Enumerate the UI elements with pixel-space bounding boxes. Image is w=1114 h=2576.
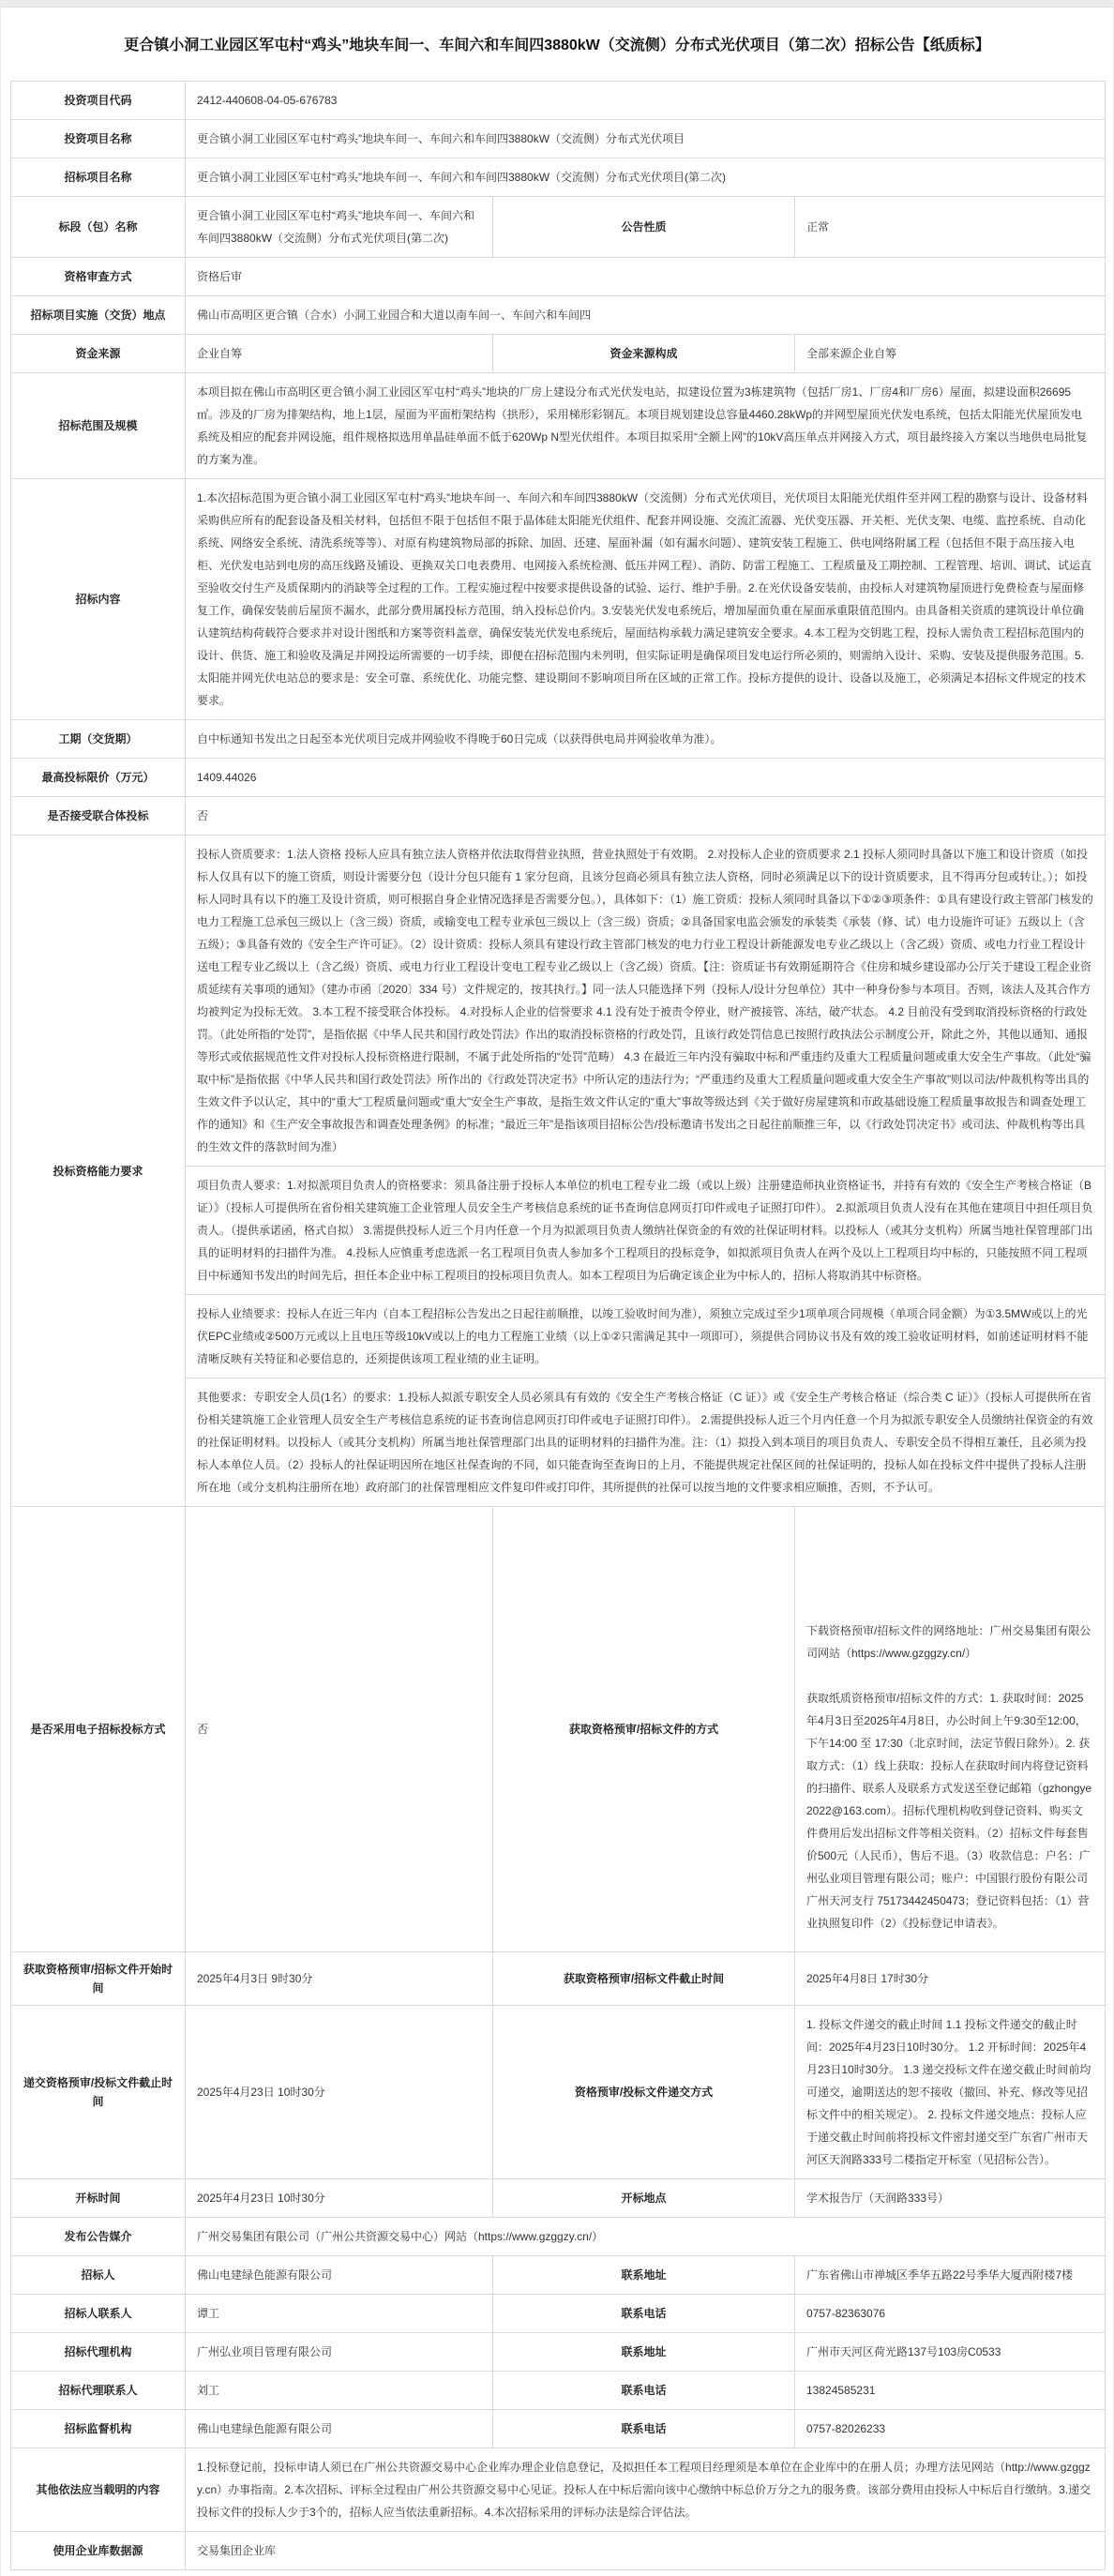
consortium-label: 是否接受联合体投标 (11, 797, 186, 836)
price-limit-value: 1409.44026 (186, 759, 1106, 797)
row-invest-code (11, 82, 1106, 120)
qualification-part3: 投标人业绩要求：投标人在近三年内（自本工程招标公告发出之日起往前顺推，以竣工验收时间为准），须独立完成过至少1项单项合同规模（单项合同金额）为①3.5MW或以上的光伏EPC业绩或②500万元或以上且电压等级10kV或以上的电力工程施工业绩（以上①②只需满足其中一项即可），须提供合同协议书及有效的竣工验收证明材料，如前述证明材料不能清晰反映有关特征和必要信息的，还须提供该项工程业绩的业主证明。 (186, 1295, 1106, 1378)
page-title: 更合镇小洞工业园区军屯村“鸡头”地块车间一、车间六和车间四3880kW（交流侧）分布式光伏项目（第二次）招标公告【纸质标】 (124, 38, 990, 53)
supervisor-phone-value: 0757-82026233 (795, 2410, 1106, 2448)
row-consortium (11, 797, 1106, 836)
agency-contact-label: 招标代理联系人 (11, 2372, 186, 2410)
opening-place-label: 开标地点 (493, 2179, 795, 2218)
content-value: 1.本次招标范围为更合镇小洞工业园区军屯村“鸡头”地块车间一、车间六和车间四3880kW（交流侧）分布式光伏项目，光伏项目太阳能光伏组件至并网工程的勘察与设计、设备材料采购供应所有的配套设备及相关材料，包括但不限于包括但不限于晶体硅太阳能光伏组件、配套并网设施、交流汇流器、光伏变压器、开关柜、光伏支架、电缆、监控系统、自动化系统、网络安全系统、清洗系统等等）、对原有构建筑物局部的拆除、加固、还建、屋面补漏（如有漏水问题）、建筑安装工程施工、供电网络附属工程（包括但不限于高压接入电柜、光伏发电站到电房的高压线路及铺设、更换双关口电表费用、电网接入系统检测、低压并网工程）、消防、防雷工程施工、工程质量及工期控制、工程管理、培训、调试、试运直至验收交付生产及质保期内的消缺等全过程的工作。工程实施过程中按要求提供设备的试验、运行、维护手册。2.在光伏设备安装前，由投标人对建筑物屋顶进行免费检查与屋面修复工作，确保安装前后屋顶不漏水，此部分费用属投标方范围，纳入投标总价内。3.安装光伏发电系统后，增加屋面负重在屋面承重限值范围内。由具备相关资质的建筑设计单位确认建筑结构荷载符合要求并对设计图纸和方案等资料盖章，确保安装光伏发电系统后，屋面结构承载力满足建筑安全要求。4.本工程为交钥匙工程，投标人需负责工程招标范围内的设计、供货、施工和验收及满足并网投运所需要的一切手续，即便在招标范围内未列明，但实际证明是确保项目发电运行所必须的，则需纳入设计、采购、安装及提供服务范围。5.太阳能并网光伏电站总的要求是：安全可靠、系统优化、功能完整、建设期间不影响项目所在区域的正常工作。投标方提供的设计、设备以及施工，必须满足本招标文件规定的技术要求。 (186, 479, 1106, 720)
agency-value: 广州弘业项目管理有限公司 (186, 2333, 493, 2372)
row-section-name (11, 197, 1106, 258)
agency-label: 招标代理机构 (11, 2333, 186, 2372)
media-value: 广州交易集团有限公司（广州公共资源交易中心）网站（https://www.gzggzy.cn/） (186, 2218, 1106, 2256)
submit-deadline-label: 递交资格预审/投标文件截止时间 (11, 2006, 186, 2179)
page-bottom-spacer (1, 2570, 1113, 2576)
obtain-start-value: 2025年4月3日 9时30分 (186, 1952, 493, 2006)
supervisor-value: 佛山电建绿色能源有限公司 (186, 2410, 493, 2448)
submit-method-label: 资格预审/投标文件递交方式 (493, 2006, 795, 2179)
fund-source-label: 资金来源 (11, 335, 186, 373)
submit-deadline-value: 2025年4月23日 10时30分 (186, 2006, 493, 2179)
obtain-method-paper: 获取纸质资格预审/招标文件的方式：1. 获取时间：2025年4月3日至2025年4月8日，办公时间上午9:30至12:00，下午14:00 至 17:30（北京时间，法定节假日除外）。2. 获取方式：（1）线上获取：投标人在获取时间内将登记资料的扫描件、联系人及联系方式发送至登记邮箱（gzhongye2022@163.com）。招标代理机构收到登记资料、购买文件费用后发出招标文件等相关资料。（2）招标文件每套售价500元（人民币），售后不退。（3）收款信息：户名：广州弘业项目管理有限公司；账户：中国银行股份有限公司广州天河支行 75173442450473；登记资料包括：（1）营业执照复印件（2）《投标登记申请表》。 (806, 1692, 1092, 1930)
row-price-limit (11, 759, 1106, 797)
duration-value: 自中标通知书发出之日起至本光伏项目完成并网验收不得晚于60日完成（以获得供电局并网验收单为准）。 (186, 720, 1106, 759)
content-label: 招标内容 (11, 479, 186, 720)
row-tender-name (11, 158, 1106, 197)
row-tenderer-contact (11, 2295, 1106, 2333)
electronic-label: 是否采用电子招标投标方式 (11, 1507, 186, 1952)
row-media (11, 2218, 1106, 2256)
agency-contact-value: 刘工 (186, 2372, 493, 2410)
row-supervisor (11, 2410, 1106, 2448)
supervisor-label: 招标监督机构 (11, 2410, 186, 2448)
notice-nature-value: 正常 (795, 197, 1106, 258)
row-electronic-obtain (11, 1507, 1106, 1952)
tenderer-addr-label: 联系地址 (493, 2256, 795, 2295)
row-submit (11, 2006, 1106, 2179)
qualification-label: 投标资格能力要求 (11, 836, 186, 1507)
agency-addr-value: 广州市天河区荷光路137号103房C0533 (795, 2333, 1106, 2372)
submit-method-value: 1. 投标文件递交的截止时间 1.1 投标文件递交的截止时间：2025年4月23日10时30分。 1.2 开标时间：2025年4月23日10时30分。 1.3 递交投标文件在递交截止时间前均可递交，逾期送达的恕不接收（撤回、补充、修改等见招标文件中的相关规定）。 2. 投标文件递交地点：投标人应于递交截止时间前将投标文件密封递交至广东省广州市天河区天润路333号二楼指定开标室（见招标公告）。 (795, 2006, 1106, 2179)
tender-name-label: 招标项目名称 (11, 158, 186, 197)
electronic-value: 否 (186, 1507, 493, 1952)
row-agency (11, 2333, 1106, 2372)
row-qual-review (11, 258, 1106, 296)
qualification-part4: 其他要求：专职安全人员(1名）的要求：1.投标人拟派专职安全人员必须具有有效的《安全生产考核合格证（C 证）》或《安全生产考核合格证（综合类 C 证）》（投标人可提供所在省份相关建筑施工企业管理人员安全生产考核信息系统的证书查询信息网页打印件或电子证照打印件）。 2.需提供投标人近三个月内任意一个月为拟派专职安全人员缴纳社保资金的有效的社保证明材料。以投标人（或其分支机构）所属当地社保管理部门出具的证明材料的扫描件为准。注：（1）拟投入到本项目的项目负责人、专职安全员不得相互兼任，且必须为投标人本单位人员。（2）投标人的社保证明因所在地区社保查询的不同，如只能查询至查询日的上月，不能提供规定社保区间的社保证明的，投标人如在投标文件中提供了投标人注册所在地（或分支机构注册所在地）政府部门的社保管理相应文件复印件或打印件，其所提供的社保可以按当地的文件要求相应顺推，否则，不予认可。 (186, 1378, 1106, 1507)
row-invest-name (11, 120, 1106, 158)
row-agency-contact (11, 2372, 1106, 2410)
tender-name-value: 更合镇小洞工业园区军屯村“鸡头”地块车间一、车间六和车间四3880kW（交流侧）分布式光伏项目(第二次) (186, 158, 1106, 197)
fund-comp-value: 全部来源企业自筹 (795, 335, 1106, 373)
agency-addr-label: 联系地址 (493, 2333, 795, 2372)
row-obtain-time (11, 1952, 1106, 2006)
section-name-label: 标段（包）名称 (11, 197, 186, 258)
duration-label: 工期（交货期） (11, 720, 186, 759)
scope-label: 招标范围及规模 (11, 373, 186, 479)
row-opening (11, 2179, 1106, 2218)
opening-time-value: 2025年4月23日 10时30分 (186, 2179, 493, 2218)
row-other (11, 2448, 1106, 2532)
row-qualification-1 (11, 836, 1106, 1167)
row-location (11, 296, 1106, 335)
qual-review-label: 资格审查方式 (11, 258, 186, 296)
location-value: 佛山市高明区更合镇（合水）小洞工业园合和大道以南车间一、车间六和车间四 (186, 296, 1106, 335)
invest-name-label: 投资项目名称 (11, 120, 186, 158)
tenderer-label: 招标人 (11, 2256, 186, 2295)
announcement-table (10, 81, 1106, 2570)
section-name-value: 更合镇小洞工业园区军屯村“鸡头”地块车间一、车间六和车间四3880kW（交流侧）分布式光伏项目(第二次) (186, 197, 493, 258)
opening-time-label: 开标时间 (11, 2179, 186, 2218)
agency-phone-value: 13824585231 (795, 2372, 1106, 2410)
obtain-method-value (795, 1507, 1106, 1952)
tenderer-contact-label: 招标人联系人 (11, 2295, 186, 2333)
price-limit-label: 最高投标限价（万元） (11, 759, 186, 797)
database-label: 使用企业库数据源 (11, 2532, 186, 2570)
consortium-value: 否 (186, 797, 1106, 836)
notice-nature-label: 公告性质 (493, 197, 795, 258)
location-label: 招标项目实施（交货）地点 (11, 296, 186, 335)
supervisor-phone-label: 联系电话 (493, 2410, 795, 2448)
row-tenderer (11, 2256, 1106, 2295)
obtain-method-label: 获取资格预审/招标文件的方式 (493, 1507, 795, 1952)
tenderer-addr-value: 广东省佛山市禅城区季华五路22号季华大厦西附楼7楼 (795, 2256, 1106, 2295)
obtain-end-value: 2025年4月8日 17时30分 (795, 1952, 1106, 2006)
scope-value: 本项目拟在佛山市高明区更合镇小洞工业园区军屯村“鸡头”地块的厂房上建设分布式光伏发电站，拟建设位置为3栋建筑物（包括厂房1、厂房4和厂房6）屋面，拟建设面积26695㎡。涉及的厂房为排架结构，地上1层，屋面为平面桁架结构（拱形），采用梯形彩钢瓦。本项目规划建设总容量4460.28kWp的并网型屋顶光伏发电系统，包括太阳能光伏屋顶发电系统及相应的配套并网设施，组件规格拟选用单晶硅单面不低于620Wp N型光伏组件。本项目拟采用“全额上网”的10kV高压单点并网接入方式，项目最终接入方案以当地供电局批复的方案为准。 (186, 373, 1106, 479)
invest-code-label: 投资项目代码 (11, 82, 186, 120)
page-top-strip (1, 0, 1113, 8)
other-label: 其他依法应当载明的内容 (11, 2448, 186, 2532)
fund-source-value: 企业自筹 (186, 335, 493, 373)
row-fund (11, 335, 1106, 373)
obtain-method-url: 下载资格预审/招标文件的网络地址：广州交易集团有限公司网站（https://www.gzggzy.cn/） (806, 1624, 1091, 1660)
qualification-part1: 投标人资质要求：1.法人资格 投标人应具有独立法人资格并依法取得营业执照，营业执照处于有效期。 2.对投标人企业的资质要求 2.1 投标人须同时具备以下施工和设计资质（如投标人仅具有以下的施工资质，则设计需要分包（设计分包只能有 1 家分包商，且该分包商必须具有独立法人资格，同时必须满足以下的设计资质要求，且不得再分包或转让。）；如投标人同时具有以下的施工及设计资质，则可根据自身企业情况选择是否需要分包。），具体如下：（1）施工资质：投标人须同时具备以下①②③项条件：①具有建设行政主管部门核发的电力工程施工总承包三级以上（含三级）资质，或输变电工程专业承包三级以上（含三级）资质；②具备国家电监会颁发的承装类《承装（修、试）电力设施许可证》五级以上（含五级）；③具备有效的《安全生产许可证》。（2）设计资质：投标人须具有建设行政主管部门核发的电力行业工程设计新能源发电专业乙级以上（含乙级）资质、或电力行业工程设计送电工程专业乙级以上（含乙级）资质、或电力行业工程设计变电工程专业乙级以上（含乙级）资质。【注：资质证书有效期延期符合《住房和城乡建设部办公厅关于建设工程企业资质延续有关事项的通知》（建办市函〔2020〕334 号）文件规定的，按其执行。】同一法人只能选择下列（投标人/设计分包单位）其中一种身份参与本项目。否则，该法人及其合作方均被判定为投标无效。 3.本工程不接受联合体投标。 4.对投标人企业的信誉要求 4.1 没有处于被责令停业，财产被接管、冻结，破产状态。 4.2 目前没有受到取消投标资格的行政处罚。（此处所指的“处罚”，是指依据《中华人民共和国行政处罚法》作出的取消投标资格的行政处罚，且该行政处罚信息已按照行政执法公示制度公开，除此之外，其他以通知、通报等形式或依据规范性文件对投标人投标资格进行限制，不属于此处所指的“处罚”范畴） 4.3 在最近三年内没有骗取中标和严重违约及重大工程质量问题或重大安全生产事故。（此处“骗取中标”是指依据《中华人民共和国行政处罚法》所作出的《行政处罚决定书》中所认定的违法行为；“严重违约及重大工程质量问题或重大安全生产事故”则以司法/仲裁机构等出具的生效文件予以认定，其中的“重大”工程质量问题或“重大”安全生产事故，是指生效文件认定的“重大”事故等级达到《关于做好房屋建筑和市政基础设施工程质量事故报告和调查处理工作的通知》和《生产安全事故报告和调查处理条例》的标准；“最近三年”是指该项目招标公告/投标邀请书发出之日起往前顺推三年，以《行政处罚决定书》或司法、仲裁机构等出具的生效文件的落款时间为准） (186, 836, 1106, 1167)
qualification-part2: 项目负责人要求：1.对拟派项目负责人的资格要求：须具备注册于投标人本单位的机电工程专业二级（或以上级）注册建造师执业资格证书，并持有有效的《安全生产考核合格证（B证）》（投标人可提供所在省份相关建筑施工企业管理人员安全生产考核信息系统的证书查询信息网页打印件或电子证照打印件）。 2.拟派项目负责人没有在其他在建项目中担任项目负责人。（提供承诺函，格式自拟） 3.需提供投标人近三个月内任意一个月为拟派项目负责人缴纳社保资金的有效的社保证明材料。以投标人（或其分支机构）所属当地社保管理部门出具的证明材料的扫描件为准。 4.投标人应慎重考虑选派一名工程项目负责人参加多个工程项目的投标竞争，如拟派项目负责人在两个及以上工程项目均中标的，只能按照不同工程项目中标通知书发出的时间先后，担任本企业中标工程项目的投标项目负责人。如本工程项目为后确定该企业为中标人的，招标人将取消其中标资格。 (186, 1167, 1106, 1295)
obtain-start-label: 获取资格预审/招标文件开始时间 (11, 1952, 186, 2006)
fund-comp-label: 资金来源构成 (493, 335, 795, 373)
media-label: 发布公告媒介 (11, 2218, 186, 2256)
other-value: 1.投标登记前，投标申请人须已在广州公共资源交易中心企业库办理企业信息登记，及拟担任本工程项目经理须是本单位在企业库中的在册人员；办理方法见网站（http://www.gzggzy.cn）办事指南。2.本次招标、评标全过程由广州公共资源交易中心见证。投标人在中标后需向该中心缴纳中标总价万分之九的服务费。该部分费用由投标人中标后自行缴纳。3.递交投标文件的投标人少于3个的，招标人应当依法重新招标。4.本次招标采用的评标办法是综合评估法。 (186, 2448, 1106, 2532)
agency-phone-label: 联系电话 (493, 2372, 795, 2410)
database-value: 交易集团企业库 (186, 2532, 1106, 2570)
tenderer-value: 佛山电建绿色能源有限公司 (186, 2256, 493, 2295)
invest-code-value: 2412-440608-04-05-676783 (186, 82, 1106, 120)
obtain-end-label: 获取资格预审/招标文件截止时间 (493, 1952, 795, 2006)
tenderer-contact-value: 谭工 (186, 2295, 493, 2333)
row-duration (11, 720, 1106, 759)
row-database (11, 2532, 1106, 2570)
tenderer-phone-label: 联系电话 (493, 2295, 795, 2333)
row-scope (11, 373, 1106, 479)
opening-place-value: 学术报告厅（天润路333号） (795, 2179, 1106, 2218)
tenderer-phone-value: 0757-82363076 (795, 2295, 1106, 2333)
row-content (11, 479, 1106, 720)
qual-review-value: 资格后审 (186, 258, 1106, 296)
invest-name-value: 更合镇小洞工业园区军屯村“鸡头”地块车间一、车间六和车间四3880kW（交流侧）分布式光伏项目 (186, 120, 1106, 158)
